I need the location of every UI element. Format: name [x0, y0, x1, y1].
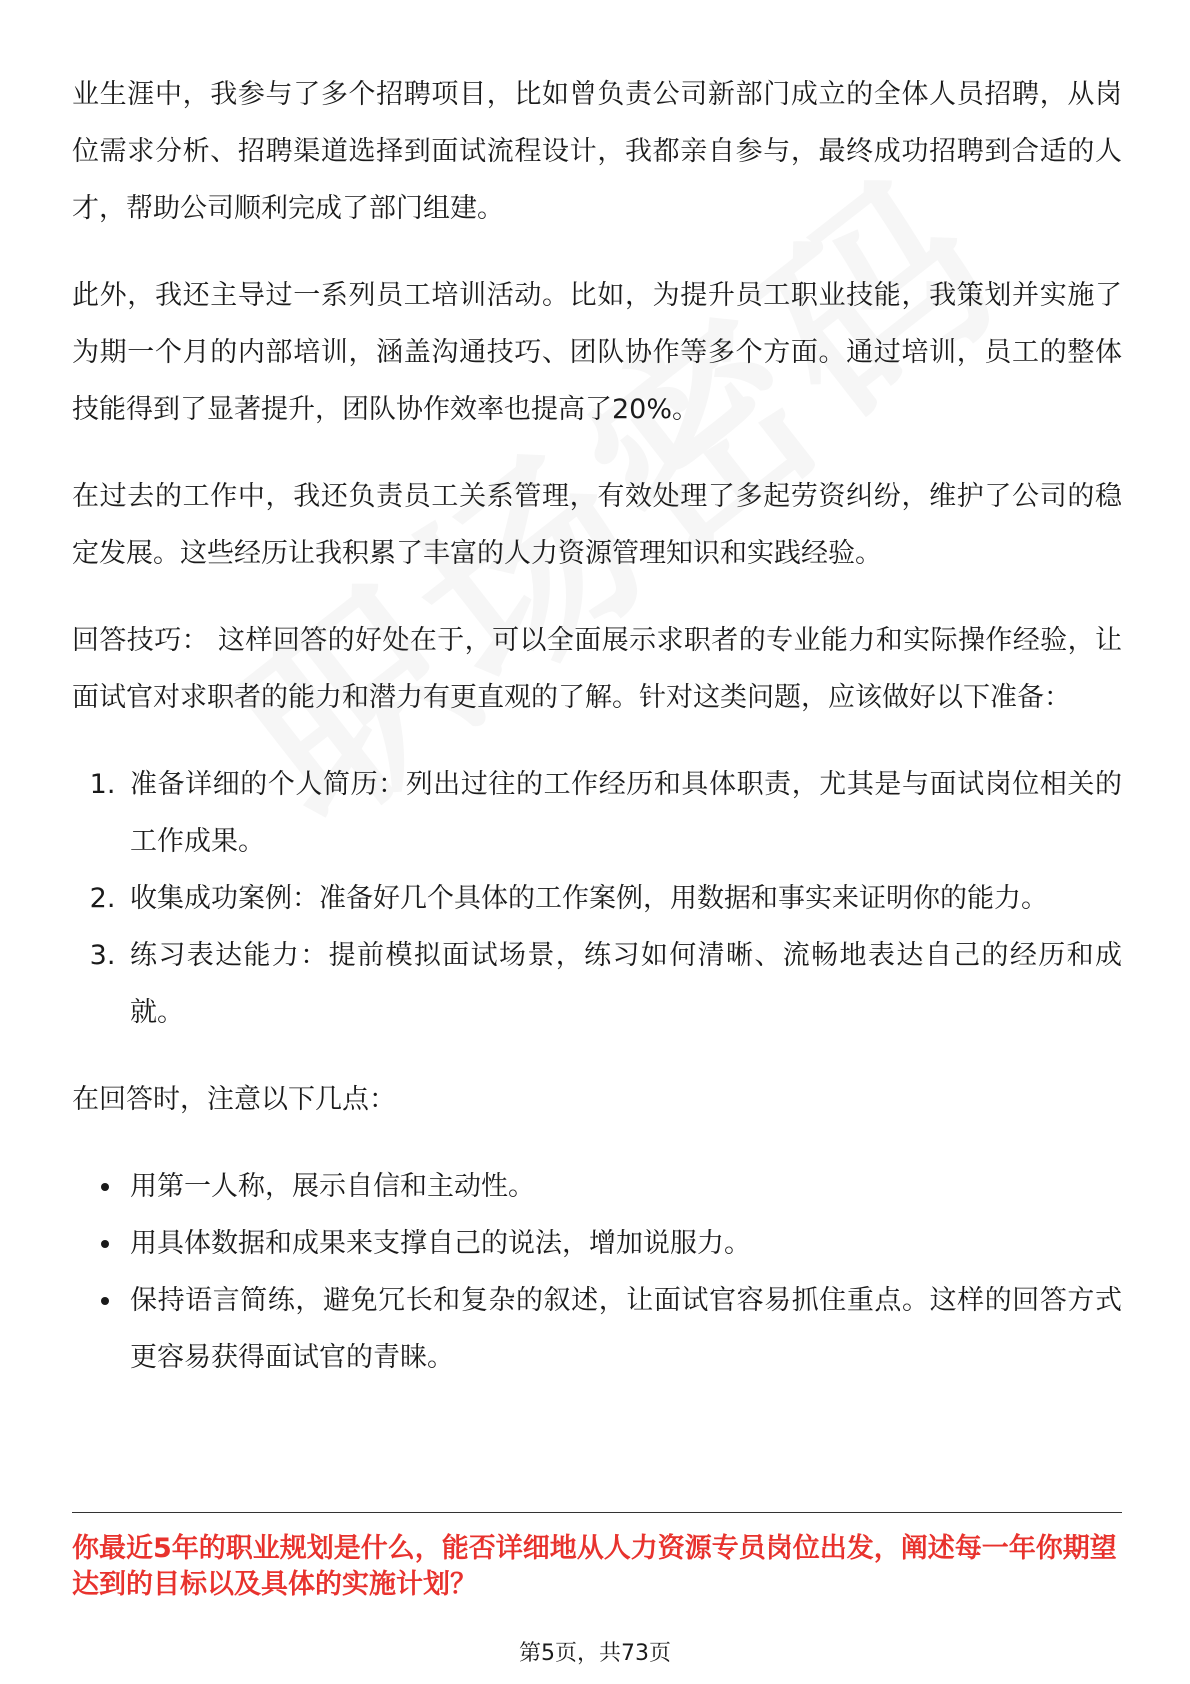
notes-list — [72, 1158, 1122, 1386]
paragraph-notes-intro: 在回答时，注意以下几点： — [72, 1084, 396, 1115]
list-item: 2. 收集成功案例：准备好几个具体的工作案例，用数据和事实来证明你的能力。 — [124, 870, 1122, 927]
preparation-list — [72, 756, 1122, 1041]
paragraph-training: 此外，我还主导过一系列员工培训活动。比如，为提升员工职业技能，我策划并实施了为期一个月的内部培训，涵盖沟通技巧、团队协作等多个方面。通过培训，员工的整体技能得到了显著提升，团队协作效率也提高了20%。 — [72, 280, 1122, 425]
next-question-heading: 你最近5年的职业规划是什么，能否详细地从人力资源专员岗位出发，阐述每一年你期望达到的目标以及具体的实施计划？ — [72, 1533, 1117, 1600]
list-item: • 保持语言简练，避免冗长和复杂的叙述，让面试官容易抓住重点。这样的回答方式更容易获得面试官的青睐。 — [124, 1272, 1122, 1386]
document-body — [72, 66, 1122, 1416]
page-number: 第5页，共73页 — [519, 1641, 671, 1666]
paragraph-employee-relations: 在过去的工作中，我还负责员工关系管理，有效处理了多起劳资纠纷，维护了公司的稳定发展。这些经历让我积累了丰富的人力资源管理知识和实践经验。 — [72, 481, 1122, 569]
list-item: 3. 练习表达能力：提前模拟面试场景，练习如何清晰、流畅地表达自己的经历和成就。 — [124, 927, 1122, 1041]
paragraph-answer-tips: 回答技巧： 这样回答的好处在于，可以全面展示求职者的专业能力和实际操作经验，让面试官对求职者的能力和潜力有更直观的了解。针对这类问题，应该做好以下准备： — [72, 625, 1122, 713]
list-item: • 用第一人称，展示自信和主动性。 — [124, 1158, 1122, 1215]
divider — [72, 1512, 1122, 1513]
paragraph-career-experience: 业生涯中，我参与了多个招聘项目，比如曾负责公司新部门成立的全体人员招聘，从岗位需求分析、招聘渠道选择到面试流程设计，我都亲自参与，最终成功招聘到合适的人才，帮助公司顺利完成了部门组建。 — [72, 79, 1122, 224]
list-item: 1. 准备详细的个人简历：列出过往的工作经历和具体职责，尤其是与面试岗位相关的工作成果。 — [124, 756, 1122, 870]
list-item: • 用具体数据和成果来支撑自己的说法，增加说服力。 — [124, 1215, 1122, 1272]
